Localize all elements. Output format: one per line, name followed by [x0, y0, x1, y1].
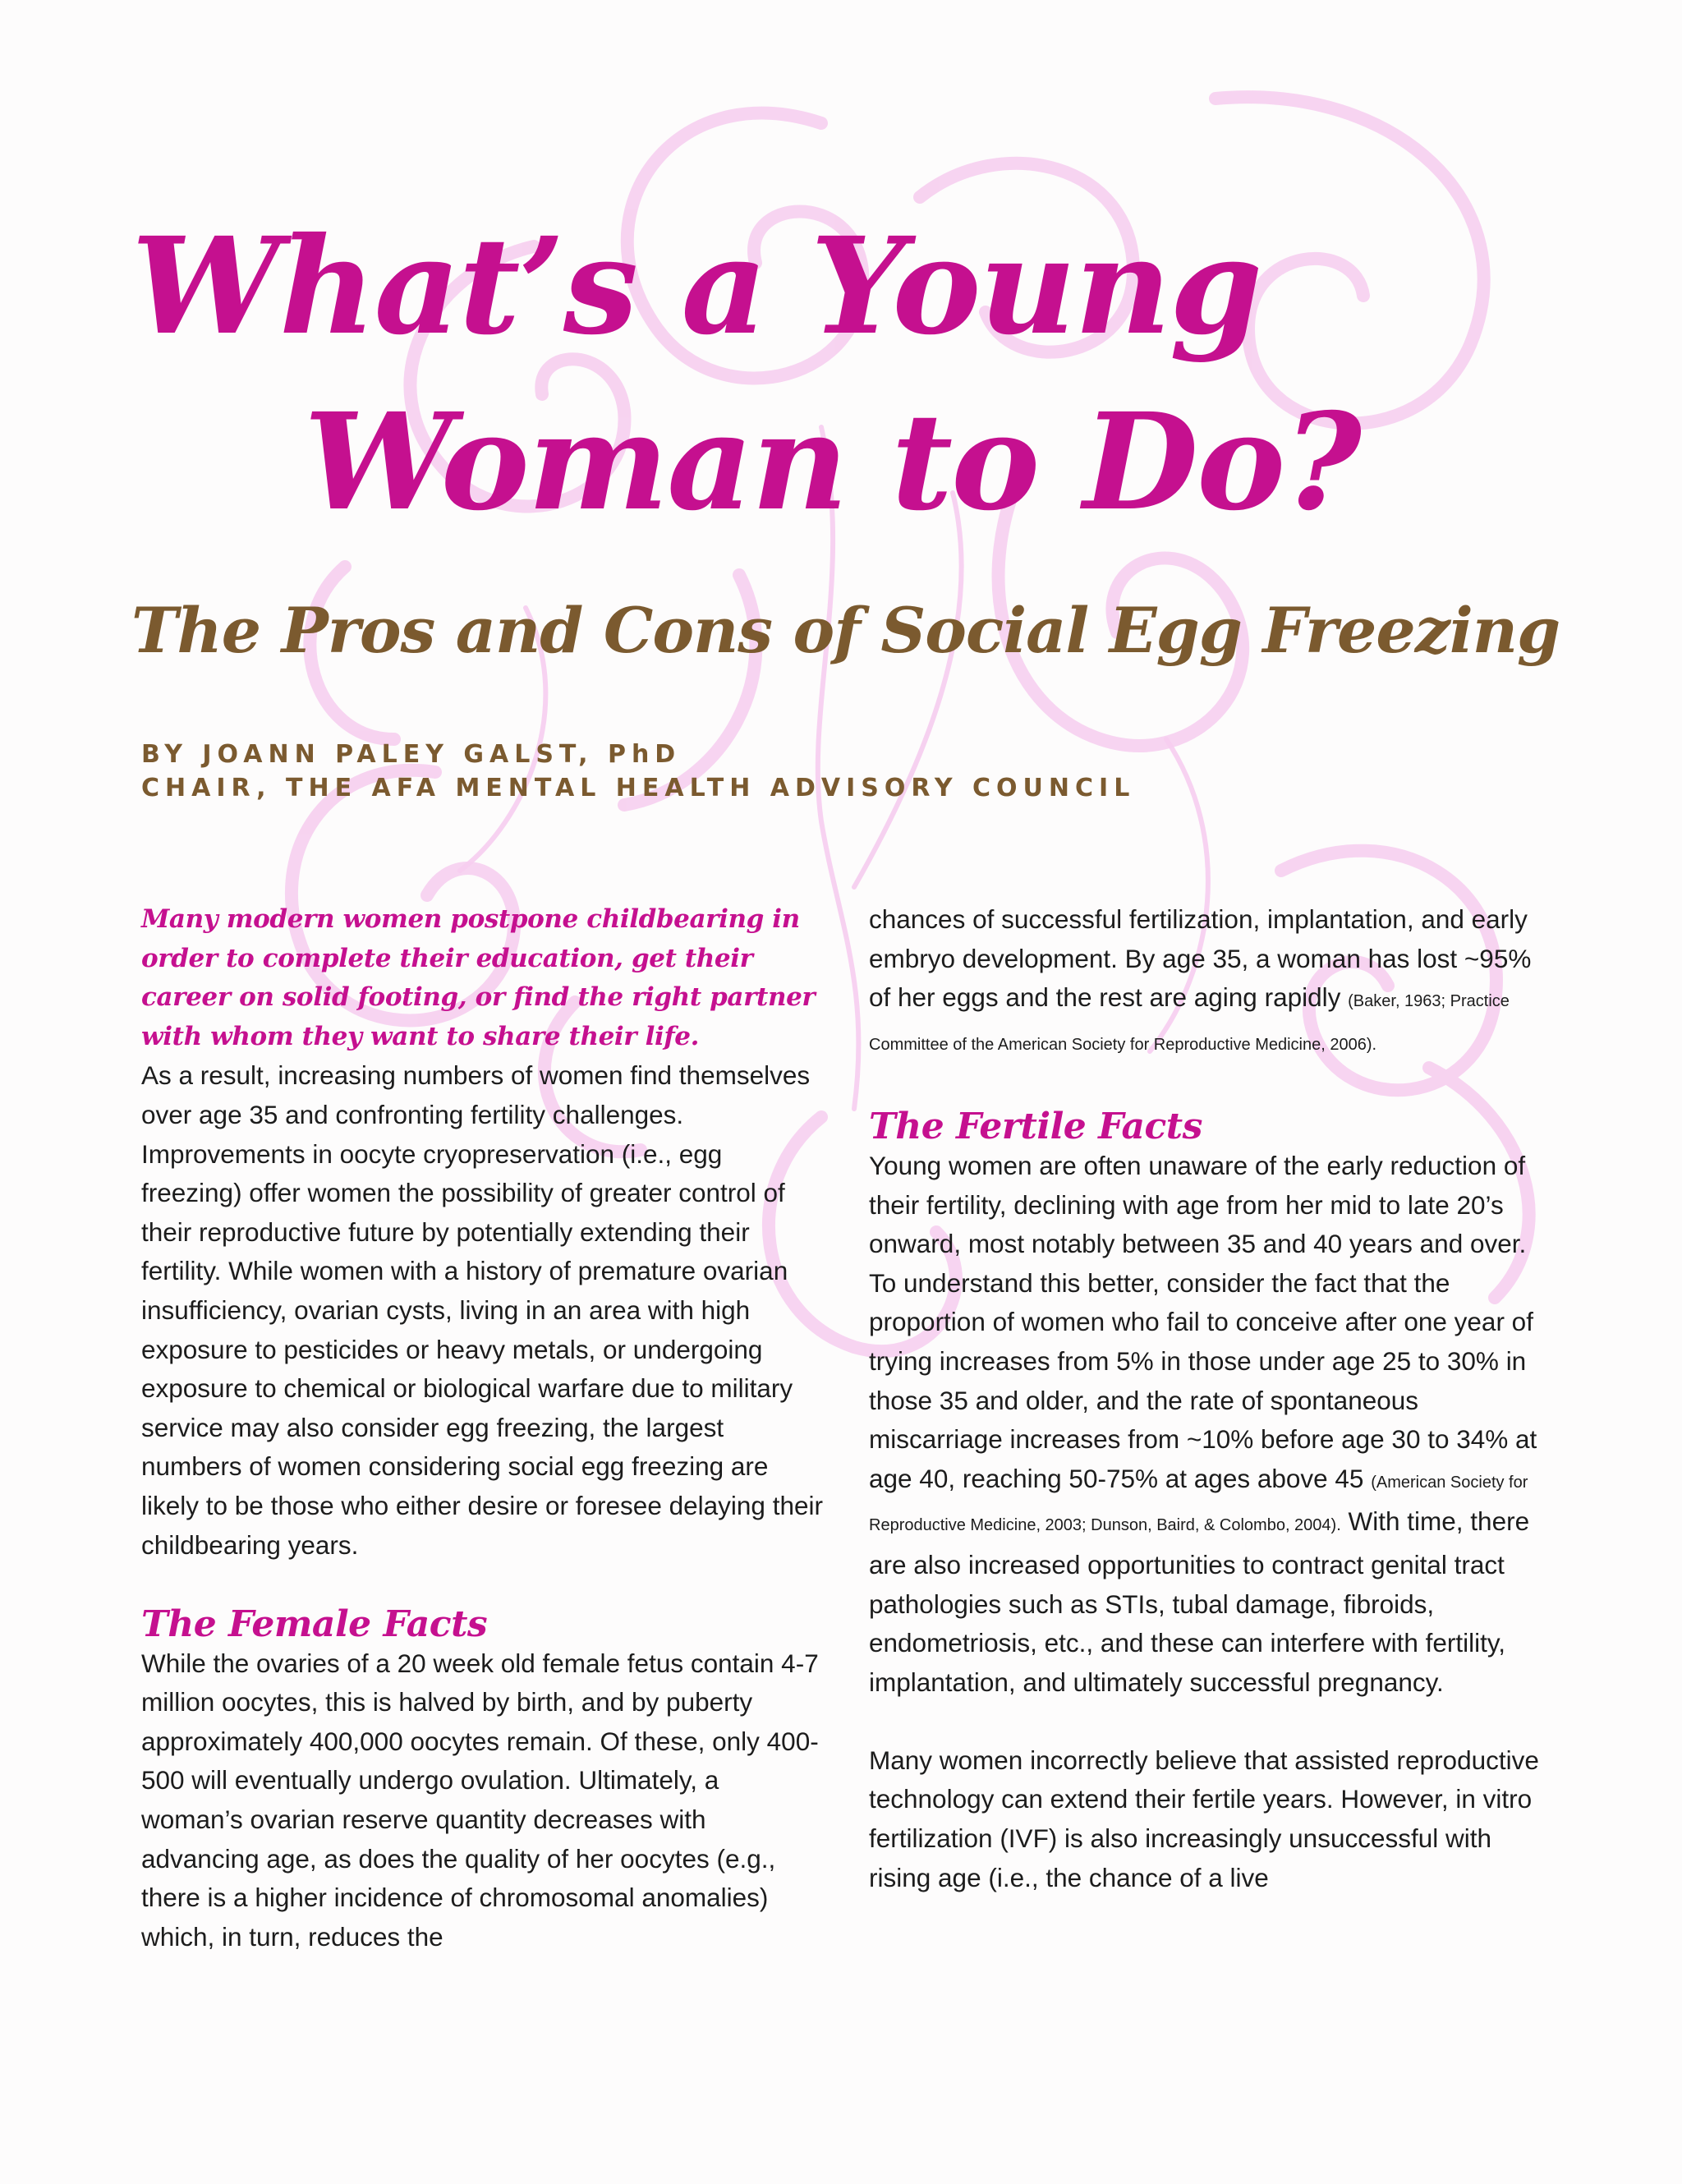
fertile-facts-paragraph	[869, 1147, 1551, 1702]
byline-author: BY JOANN PALEY GALST, PhD	[141, 740, 682, 769]
lead-paragraph: Many modern women postpone childbearing in order to complete their education, get their career on solid footing, or find the right partner with whom they want to share their life.	[141, 904, 816, 1051]
citation-asrm: (American Society for Reproductive Medicine, 2003; Dunson, Baird, & Colombo, 2004).	[869, 1473, 1528, 1535]
title-line-2: Woman to Do?	[304, 384, 1361, 540]
section-heading-female-facts: The Female Facts	[141, 1603, 488, 1646]
article-column-left	[141, 900, 823, 1956]
fertile-facts-text-1: Young women are often unaware of the early reduction of their fertility, declining with age from her mid to late 20’s onward, most notably between 35 and 40 years and over. To understand this better, consider the fact that the proportion of women who fail to conceive after one year of trying increases from 5% in those under age 25 to 30% in those 35 and older, and the rate of spontaneous miscarriage increases from ~10% before age 30 to 34% at age 40, reaching 50-75% at ages above 45	[869, 1150, 1537, 1493]
female-facts-paragraph: While the ovaries of a 20 week old female fetus contain 4-7 million oocytes, this is halved by birth, and by puberty approximately 400,000 oocytes remain. Of these, only 400-500 will eventually undergo ovulation. Ultimately, a woman’s ovarian reserve quantity decreases with advancing age, as does the quality of her oocytes (e.g., there is a higher incidence of chromosomal anomalies) which, in turn, reduces the	[141, 1648, 819, 1952]
female-facts-continued-text: chances of successful fertilization, implantation, and early embryo development. By age 35, a woman has lost ~95% of her eggs and the rest are aging rapidly	[869, 904, 1532, 1013]
section-heading-fertile-facts: The Fertile Facts	[869, 1106, 1202, 1148]
article-column-right	[869, 900, 1551, 1897]
intro-paragraph: As a result, increasing numbers of women find themselves over age 35 and confronting fertility challenges. Improvements in oocyte cryopreservation (i.e., egg freezing) offer women the possibility of greater control of their reproductive future by potentially extending their fertility. While women with a history of premature ovarian insufficiency, ovarian cysts, living in an area with high exposure to pesticides or heavy metals, or undergoing exposure to chemical or biological warfare due to military service may also consider egg freezing, the largest numbers of women considering social egg freezing are likely to be those who either desire or foresee delaying their childbearing years.	[141, 1060, 823, 1560]
female-facts-continued	[869, 900, 1551, 1064]
fertile-facts-paragraph-2: Many women incorrectly believe that assisted reproductive technology can extend their fertile years. However, in vitro fertilization (IVF) is also increasingly unsuccessful with rising age (i.e., the chance of a live	[869, 1745, 1539, 1892]
citation-baker: (Baker, 1963; Practice Committee of the American Society for Reproductive Medicine, 2006).	[869, 992, 1510, 1054]
fertile-facts-text-2: With time, there are also increased opportunities to contract genital tract pathologies such as STIs, tubal damage, fibroids, endometriosis, etc., and these can interfere with fertility, implantation, and ultimately successful pregnancy.	[869, 1506, 1530, 1697]
title-line-1: What’s a Young	[131, 209, 1262, 365]
subtitle: The Pros and Cons of Social Egg Freezing	[131, 594, 1560, 667]
byline-affiliation: CHAIR, THE AFA MENTAL HEALTH ADVISORY COUNCIL	[141, 774, 1136, 802]
